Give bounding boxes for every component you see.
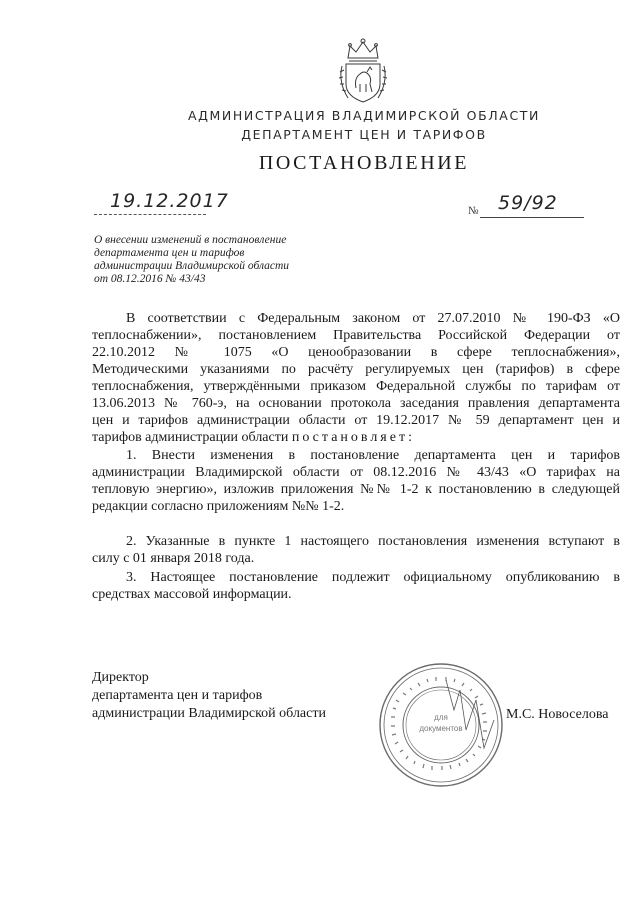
agency-name: АДМИНИСТРАЦИЯ ВЛАДИМИРСКОЙ ОБЛАСТИ — [188, 108, 540, 123]
subject-line: администрации Владимирской области — [94, 260, 290, 272]
document-date: 19.12.2017 — [110, 190, 229, 212]
document-subject — [94, 234, 334, 286]
number-underline — [480, 217, 584, 219]
document-title: ПОСТАНОВЛЕНИЕ — [258, 152, 470, 174]
body-line: 13.06.2013 № 760-э, на основании протокола заседания правления департамента — [92, 396, 620, 411]
body-line: средствах массовой информации. — [92, 587, 292, 602]
position-line: департамента цен и тарифов — [92, 688, 263, 703]
department-name: ДЕПАРТАМЕНТ ЦЕН И ТАРИФОВ — [241, 127, 487, 142]
resolution-keyword: постановляет: — [291, 430, 415, 445]
position-line: Директор — [92, 670, 149, 685]
body-line — [92, 429, 620, 446]
body-line: редакции согласно приложениям №№ 1-2. — [92, 499, 345, 514]
body-line: силу с 01 января 2018 года. — [92, 551, 255, 566]
signer-name: М.С. Новоселова — [506, 707, 609, 722]
clause-2-paragraph — [92, 533, 620, 567]
official-stamp-icon — [376, 660, 506, 790]
vladimir-coat-of-arms-icon — [336, 36, 390, 104]
signatory-position — [92, 669, 326, 723]
subject-line: департамента цен и тарифов — [94, 247, 245, 259]
number-sign: № — [468, 205, 479, 217]
body-line: 22.10.2012 № 1075 «О ценообразовании в сфере теплоснабжения», — [92, 345, 620, 360]
subject-line: О внесении изменений в постановление — [94, 234, 287, 246]
body-line: теплоснабжении», постановлением Правительства Российской Федерации от — [92, 328, 620, 343]
stamp-text-line-1: для — [434, 713, 448, 722]
document-number: 59/92 — [498, 192, 558, 214]
body-line: тепловую энергию», изложив приложения №№ 1-2 к постановлению в следующей — [92, 482, 620, 497]
body-line: 1. Внести изменения в постановление департамента цен и тарифов — [126, 448, 620, 463]
body-line: Методическими указаниями по расчёту регулируемых цен (тарифов) в сфере — [92, 362, 620, 377]
body-line: администрации Владимирской области от 08.12.2016 № 43/43 «О тарифах на — [92, 465, 620, 480]
body-line: теплоснабжения, утверждёнными приказом Федеральной службы по тарифам от — [92, 379, 620, 394]
clause-1-paragraph — [92, 447, 620, 515]
body-line: 3. Настоящее постановление подлежит официальному опубликованию в — [126, 570, 620, 585]
body-line: цен и тарифов администрации области от 19.12.2017 № 59 департамент цен и — [92, 413, 620, 428]
date-underline — [94, 214, 206, 216]
body-line-text: тарифов администрации области — [92, 430, 292, 445]
preamble-paragraph — [92, 310, 620, 446]
subject-line: от 08.12.2016 № 43/43 — [94, 273, 206, 285]
body-line: 2. Указанные в пункте 1 настоящего постановления изменения вступают в — [126, 534, 620, 549]
clause-3-paragraph — [92, 569, 620, 603]
body-line: В соответствии с Федеральным законом от 27.07.2010 № 190-ФЗ «О — [126, 311, 620, 326]
position-line: администрации Владимирской области — [92, 706, 326, 721]
stamp-text-line-2: документов — [419, 724, 463, 733]
